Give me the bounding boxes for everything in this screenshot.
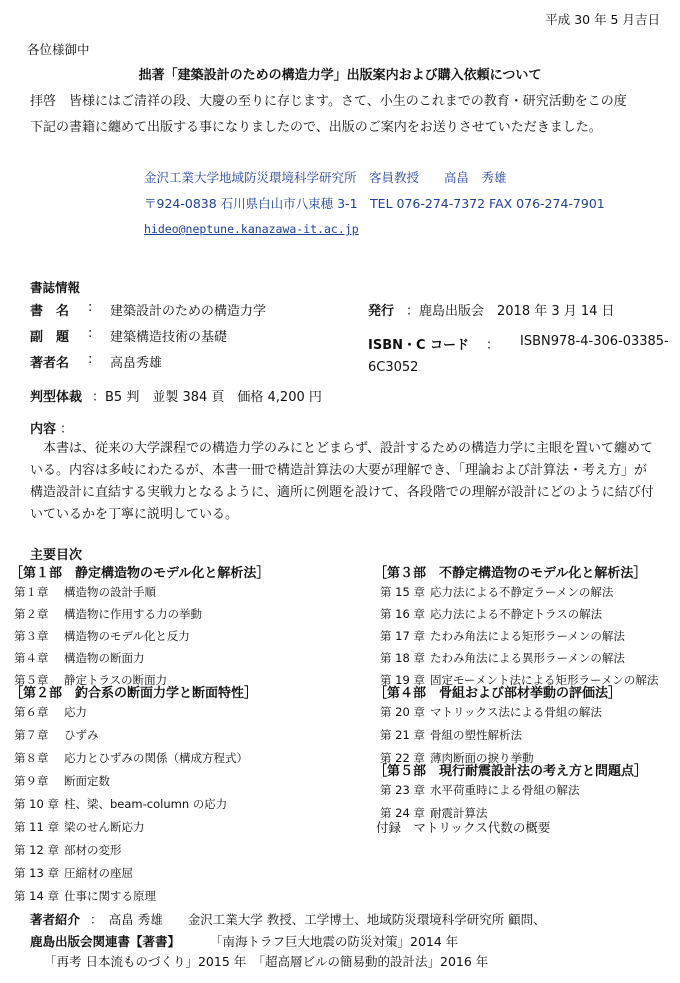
toc-chapter: 第 21 章 骨組の塑性解析法 (380, 728, 522, 742)
book-subtitle-value: 建築構造技術の基礎 (110, 330, 228, 345)
greeting-line-2: 下記の書籍に纏めて出版する事になりましたので、出版のご案内をお送りさせていただきました。 (30, 120, 602, 135)
toc-chapter: 第５章 静定トラスの断面力 (14, 673, 168, 687)
book-title-value: 建築設計のための構造力学 (110, 304, 267, 319)
contents-body: 本書は、従来の大学課程での構造力学のみにとどまらず、設計するための構造力学に主眼を置いて纏めている。内容は多岐にわたるが、本書一冊で構造計算法の大要が理解でき、「理論および計算法・考え方」が構造設計に直結する実戦力となるように、適所に例題を設けて、各段階での理解が設計にどのように結び付いているかを丁寧に説明している。 (30, 441, 654, 522)
toc-chapter: 第 20 章 マトリックス法による骨組の解法 (380, 705, 602, 719)
isbn-value-1: ISBN978-4-306-03385- (520, 334, 669, 349)
sender-address: 〒924-0838 石川県白山市八束穂 3-1 TEL 076-274-7372 FAX 076-274-7901 (144, 196, 605, 211)
toc-part-5: ［第５部 現行耐震設計法の考え方と問題点］ (374, 764, 648, 779)
book-author-label: 著者名 (30, 356, 70, 371)
book-section-heading: 書誌情報 (30, 280, 81, 295)
page-title: 拙著「建築設計のための構造力学」出版案内および購入依頼について (138, 68, 542, 83)
book-subtitle-label: 副 題 (30, 330, 70, 345)
toc-chapter: 第４章 構造物の断面力 (14, 651, 145, 665)
publisher-value: ：鹿島出版会 2018 年 3 月 14 日 (406, 304, 615, 319)
author-intro-value: ： 高畠 秀雄 金沢工業大学 教授、工学博士、地域防災環境科学研究所 顧問、 (90, 912, 546, 927)
toc-chapter: 第８章 応力とひずみの関係（構成方程式） (14, 751, 248, 765)
toc-chapter: 第 18 章 たわみ角法による異形ラーメンの解法 (380, 651, 625, 665)
related-book-2: 「再考 日本流ものづくり」2015 年 「超高層ビルの簡易動的設計法」2016 年 (44, 954, 489, 969)
publisher-label: 発行 (368, 304, 395, 319)
toc-chapter: 第 22 章 薄肉断面の捩り挙動 (380, 751, 534, 765)
isbn-label: ISBN・C コード (368, 338, 470, 353)
related-book-1: 「南海トラフ巨大地震の防災対策」2014 年 (210, 934, 459, 949)
book-author-colon: : (88, 352, 93, 367)
toc-chapter: 第１章 構造物の設計手順 (14, 585, 156, 599)
toc-heading: 主要目次 (30, 548, 83, 563)
toc-chapter: 第 24 章 耐震計算法 (380, 806, 488, 820)
contents-colon: ： (60, 422, 74, 437)
toc-part-4: ［第４部 骨組および部材挙動の評価法］ (374, 686, 622, 701)
book-title-colon: : (88, 300, 93, 315)
toc-chapter: 第 14 章 仕事に関する原理 (14, 889, 156, 903)
toc-chapter: 第 13 章 圧縮材の座屈 (14, 866, 133, 880)
toc-chapter: 第 12 章 部材の変形 (14, 843, 122, 857)
date: 平成 30 年 5 月吉日 (545, 12, 660, 27)
author-intro-label: 著者紹介 (30, 912, 81, 927)
toc-part-1: ［第１部 静定構造物のモデル化と解析法］ (10, 566, 270, 581)
related-books-label: 鹿島出版会関連書【著書】 (30, 934, 181, 949)
book-author-value: 高畠秀雄 (110, 356, 163, 371)
toc-chapter: 第 10 章 柱、梁、beam-column の応力 (14, 797, 228, 811)
toc-chapter: 第９章 断面定数 (14, 774, 110, 788)
toc-part-2: ［第２部 釣合系の断面力学と断面特性］ (10, 686, 258, 701)
toc-chapter: 第 11 章 梁のせん断応力 (14, 820, 145, 834)
sender-email-link[interactable]: hideo@neptune.kanazawa-it.ac.jp (144, 222, 359, 236)
sender-affiliation: 金沢工業大学地域防災環境科学研究所 客員教授 高畠 秀雄 (144, 170, 507, 185)
book-subtitle-colon: : (88, 326, 93, 341)
isbn-colon: ： (486, 338, 500, 353)
toc-appendix: 付録 マトリックス代数の概要 (376, 820, 551, 835)
format-value: ：B5 判 並製 384 頁 価格 4,200 円 (92, 390, 322, 405)
book-title-label: 書 名 (30, 304, 70, 319)
greeting-line-1: 拝啓 皆様にはご清祥の段、大慶の至りに存じます。さて、小生のこれまでの教育・研究活動をこの度 (30, 94, 627, 109)
toc-chapter: 第６章 応力 (14, 705, 87, 719)
toc-chapter: 第７章 ひずみ (14, 728, 99, 742)
toc-chapter: 第 16 章 応力法による不静定トラスの解法 (380, 607, 603, 621)
format-label: 判型体裁 (30, 390, 83, 405)
toc-chapter: 第２章 構造物に作用する力の挙動 (14, 607, 202, 621)
toc-chapter: 第 19 章 固定モーメント法による矩形ラーメンの解法 (380, 673, 659, 687)
toc-chapter: 第 15 章 応力法による不静定ラーメンの解法 (380, 585, 614, 599)
contents-heading: 内容 (30, 422, 57, 437)
toc-chapter: 第３章 構造物のモデル化と反力 (14, 629, 190, 643)
toc-part-3: ［第３部 不静定構造物のモデル化と解析法］ (374, 566, 647, 581)
toc-chapter: 第 17 章 たわみ角法による矩形ラーメンの解法 (380, 629, 625, 643)
toc-chapter: 第 23 章 水平荷重時による骨組の解法 (380, 783, 580, 797)
isbn-value-2: 6C3052 (368, 360, 419, 375)
addressee: 各位様御中 (27, 42, 90, 57)
